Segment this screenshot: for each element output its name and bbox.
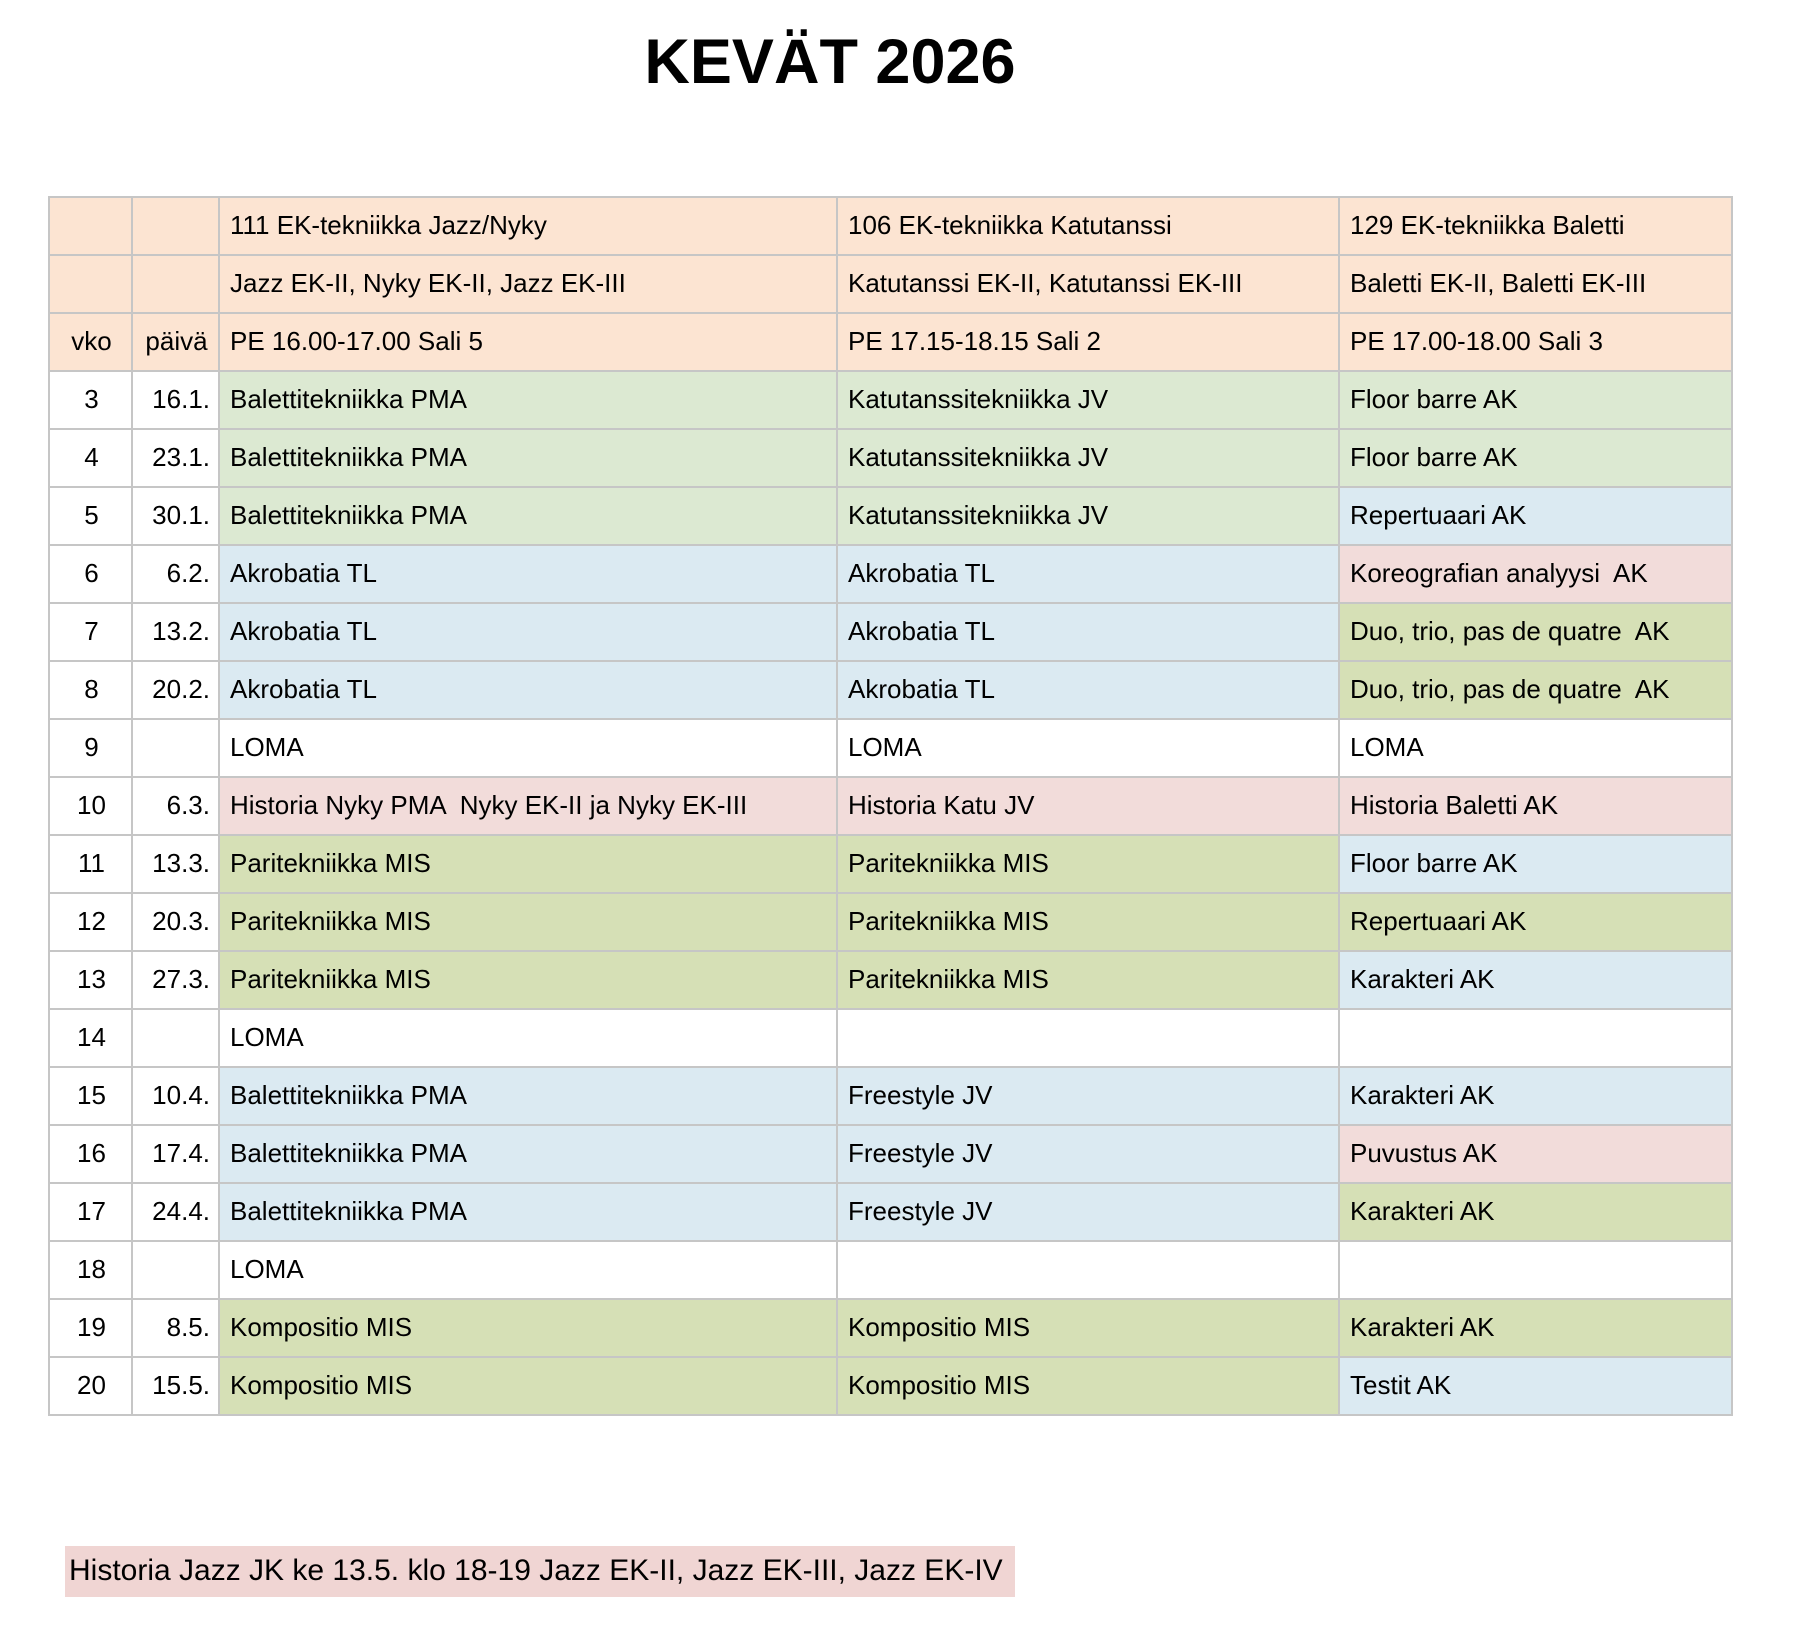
class-cell: LOMA [1339,719,1732,777]
date-cell: 10.4. [132,1067,219,1125]
date-cell: 15.5. [132,1357,219,1415]
header-cell [49,197,132,255]
table-row [49,1183,1732,1241]
week-cell: 11 [49,835,132,893]
date-cell: 13.3. [132,835,219,893]
class-cell: Paritekniikka MIS [219,893,837,951]
class-cell: Karakteri AK [1339,951,1732,1009]
week-cell: 7 [49,603,132,661]
week-cell: 3 [49,371,132,429]
header-cell: 129 EK-tekniikka Baletti [1339,197,1732,255]
table-row [49,1125,1732,1183]
date-cell: 24.4. [132,1183,219,1241]
class-cell [837,1009,1339,1067]
table-row [49,429,1732,487]
class-cell: Paritekniikka MIS [837,893,1339,951]
class-cell: Akrobatia TL [837,545,1339,603]
footer-note: Historia Jazz JK ke 13.5. klo 18-19 Jazz EK-II, Jazz EK-III, Jazz EK-IV [65,1546,1015,1597]
table-row [49,603,1732,661]
table-row [49,1067,1732,1125]
table-row [49,1357,1732,1415]
table-row [49,719,1732,777]
week-cell: 13 [49,951,132,1009]
class-cell: Akrobatia TL [219,661,837,719]
table-row [49,951,1732,1009]
class-cell: Katutanssitekniikka JV [837,429,1339,487]
header-cell: Jazz EK-II, Nyky EK-II, Jazz EK-III [219,255,837,313]
table-row [49,777,1732,835]
header-cell: vko [49,313,132,371]
class-cell: Historia Katu JV [837,777,1339,835]
class-cell [1339,1241,1732,1299]
class-cell: Repertuaari AK [1339,487,1732,545]
class-cell: Kompositio MIS [219,1299,837,1357]
header-cell [49,255,132,313]
date-cell [132,1009,219,1067]
table-row [49,661,1732,719]
header-cell [132,255,219,313]
class-cell: Historia Nyky PMA Nyky EK-II ja Nyky EK-III [219,777,837,835]
date-cell [132,719,219,777]
class-cell [837,1241,1339,1299]
week-cell: 10 [49,777,132,835]
class-cell: Balettitekniikka PMA [219,1125,837,1183]
class-cell [1339,1009,1732,1067]
class-cell: Testit AK [1339,1357,1732,1415]
class-cell: Akrobatia TL [837,661,1339,719]
date-cell: 8.5. [132,1299,219,1357]
week-cell: 18 [49,1241,132,1299]
class-cell: Kompositio MIS [837,1357,1339,1415]
header-cell: päivä [132,313,219,371]
date-cell: 20.3. [132,893,219,951]
schedule-table [48,196,1733,1416]
class-cell: Katutanssitekniikka JV [837,371,1339,429]
week-cell: 9 [49,719,132,777]
class-cell: Balettitekniikka PMA [219,429,837,487]
date-cell: 20.2. [132,661,219,719]
class-cell: Koreografian analyysi AK [1339,545,1732,603]
class-cell: Karakteri AK [1339,1183,1732,1241]
class-cell: Kompositio MIS [837,1299,1339,1357]
class-cell: Floor barre AK [1339,835,1732,893]
header-cell: PE 16.00-17.00 Sali 5 [219,313,837,371]
class-cell: Repertuaari AK [1339,893,1732,951]
class-cell: Paritekniikka MIS [219,951,837,1009]
date-cell: 27.3. [132,951,219,1009]
class-cell: Puvustus AK [1339,1125,1732,1183]
week-cell: 12 [49,893,132,951]
class-cell: Freestyle JV [837,1125,1339,1183]
class-cell: Historia Baletti AK [1339,777,1732,835]
week-cell: 6 [49,545,132,603]
table-row [49,893,1732,951]
class-cell: Freestyle JV [837,1067,1339,1125]
week-cell: 16 [49,1125,132,1183]
class-cell: Floor barre AK [1339,371,1732,429]
class-cell: Floor barre AK [1339,429,1732,487]
class-cell: Paritekniikka MIS [219,835,837,893]
class-cell: LOMA [219,719,837,777]
table-row [49,835,1732,893]
class-cell: LOMA [219,1241,837,1299]
week-cell: 17 [49,1183,132,1241]
class-cell: Balettitekniikka PMA [219,487,837,545]
class-cell: Karakteri AK [1339,1299,1732,1357]
header-row [49,255,1732,313]
date-cell: 23.1. [132,429,219,487]
class-cell: Katutanssitekniikka JV [837,487,1339,545]
week-cell: 4 [49,429,132,487]
class-cell: Paritekniikka MIS [837,835,1339,893]
table-row [49,371,1732,429]
page-title: KEVÄT 2026 [644,27,1016,97]
table-row [49,1299,1732,1357]
header-cell: 111 EK-tekniikka Jazz/Nyky [219,197,837,255]
week-cell: 14 [49,1009,132,1067]
class-cell: Balettitekniikka PMA [219,1067,837,1125]
class-cell: Kompositio MIS [219,1357,837,1415]
table-row [49,1009,1732,1067]
header-cell: 106 EK-tekniikka Katutanssi [837,197,1339,255]
date-cell: 17.4. [132,1125,219,1183]
table-row [49,487,1732,545]
week-cell: 15 [49,1067,132,1125]
header-row [49,197,1732,255]
date-cell: 6.2. [132,545,219,603]
class-cell: LOMA [219,1009,837,1067]
header-cell: Baletti EK-II, Baletti EK-III [1339,255,1732,313]
week-cell: 20 [49,1357,132,1415]
date-cell: 30.1. [132,487,219,545]
class-cell: Akrobatia TL [837,603,1339,661]
date-cell: 16.1. [132,371,219,429]
date-cell [132,1241,219,1299]
week-cell: 5 [49,487,132,545]
class-cell: Freestyle JV [837,1183,1339,1241]
class-cell: Balettitekniikka PMA [219,1183,837,1241]
class-cell: Duo, trio, pas de quatre AK [1339,603,1732,661]
week-cell: 8 [49,661,132,719]
class-cell: Karakteri AK [1339,1067,1732,1125]
header-cell: PE 17.15-18.15 Sali 2 [837,313,1339,371]
table-row [49,1241,1732,1299]
class-cell: Paritekniikka MIS [837,951,1339,1009]
class-cell: LOMA [837,719,1339,777]
header-row [49,313,1732,371]
class-cell: Akrobatia TL [219,545,837,603]
header-cell: PE 17.00-18.00 Sali 3 [1339,313,1732,371]
class-cell: Duo, trio, pas de quatre AK [1339,661,1732,719]
week-cell: 19 [49,1299,132,1357]
class-cell: Akrobatia TL [219,603,837,661]
date-cell: 13.2. [132,603,219,661]
class-cell: Balettitekniikka PMA [219,371,837,429]
header-cell [132,197,219,255]
header-cell: Katutanssi EK-II, Katutanssi EK-III [837,255,1339,313]
date-cell: 6.3. [132,777,219,835]
table-row [49,545,1732,603]
